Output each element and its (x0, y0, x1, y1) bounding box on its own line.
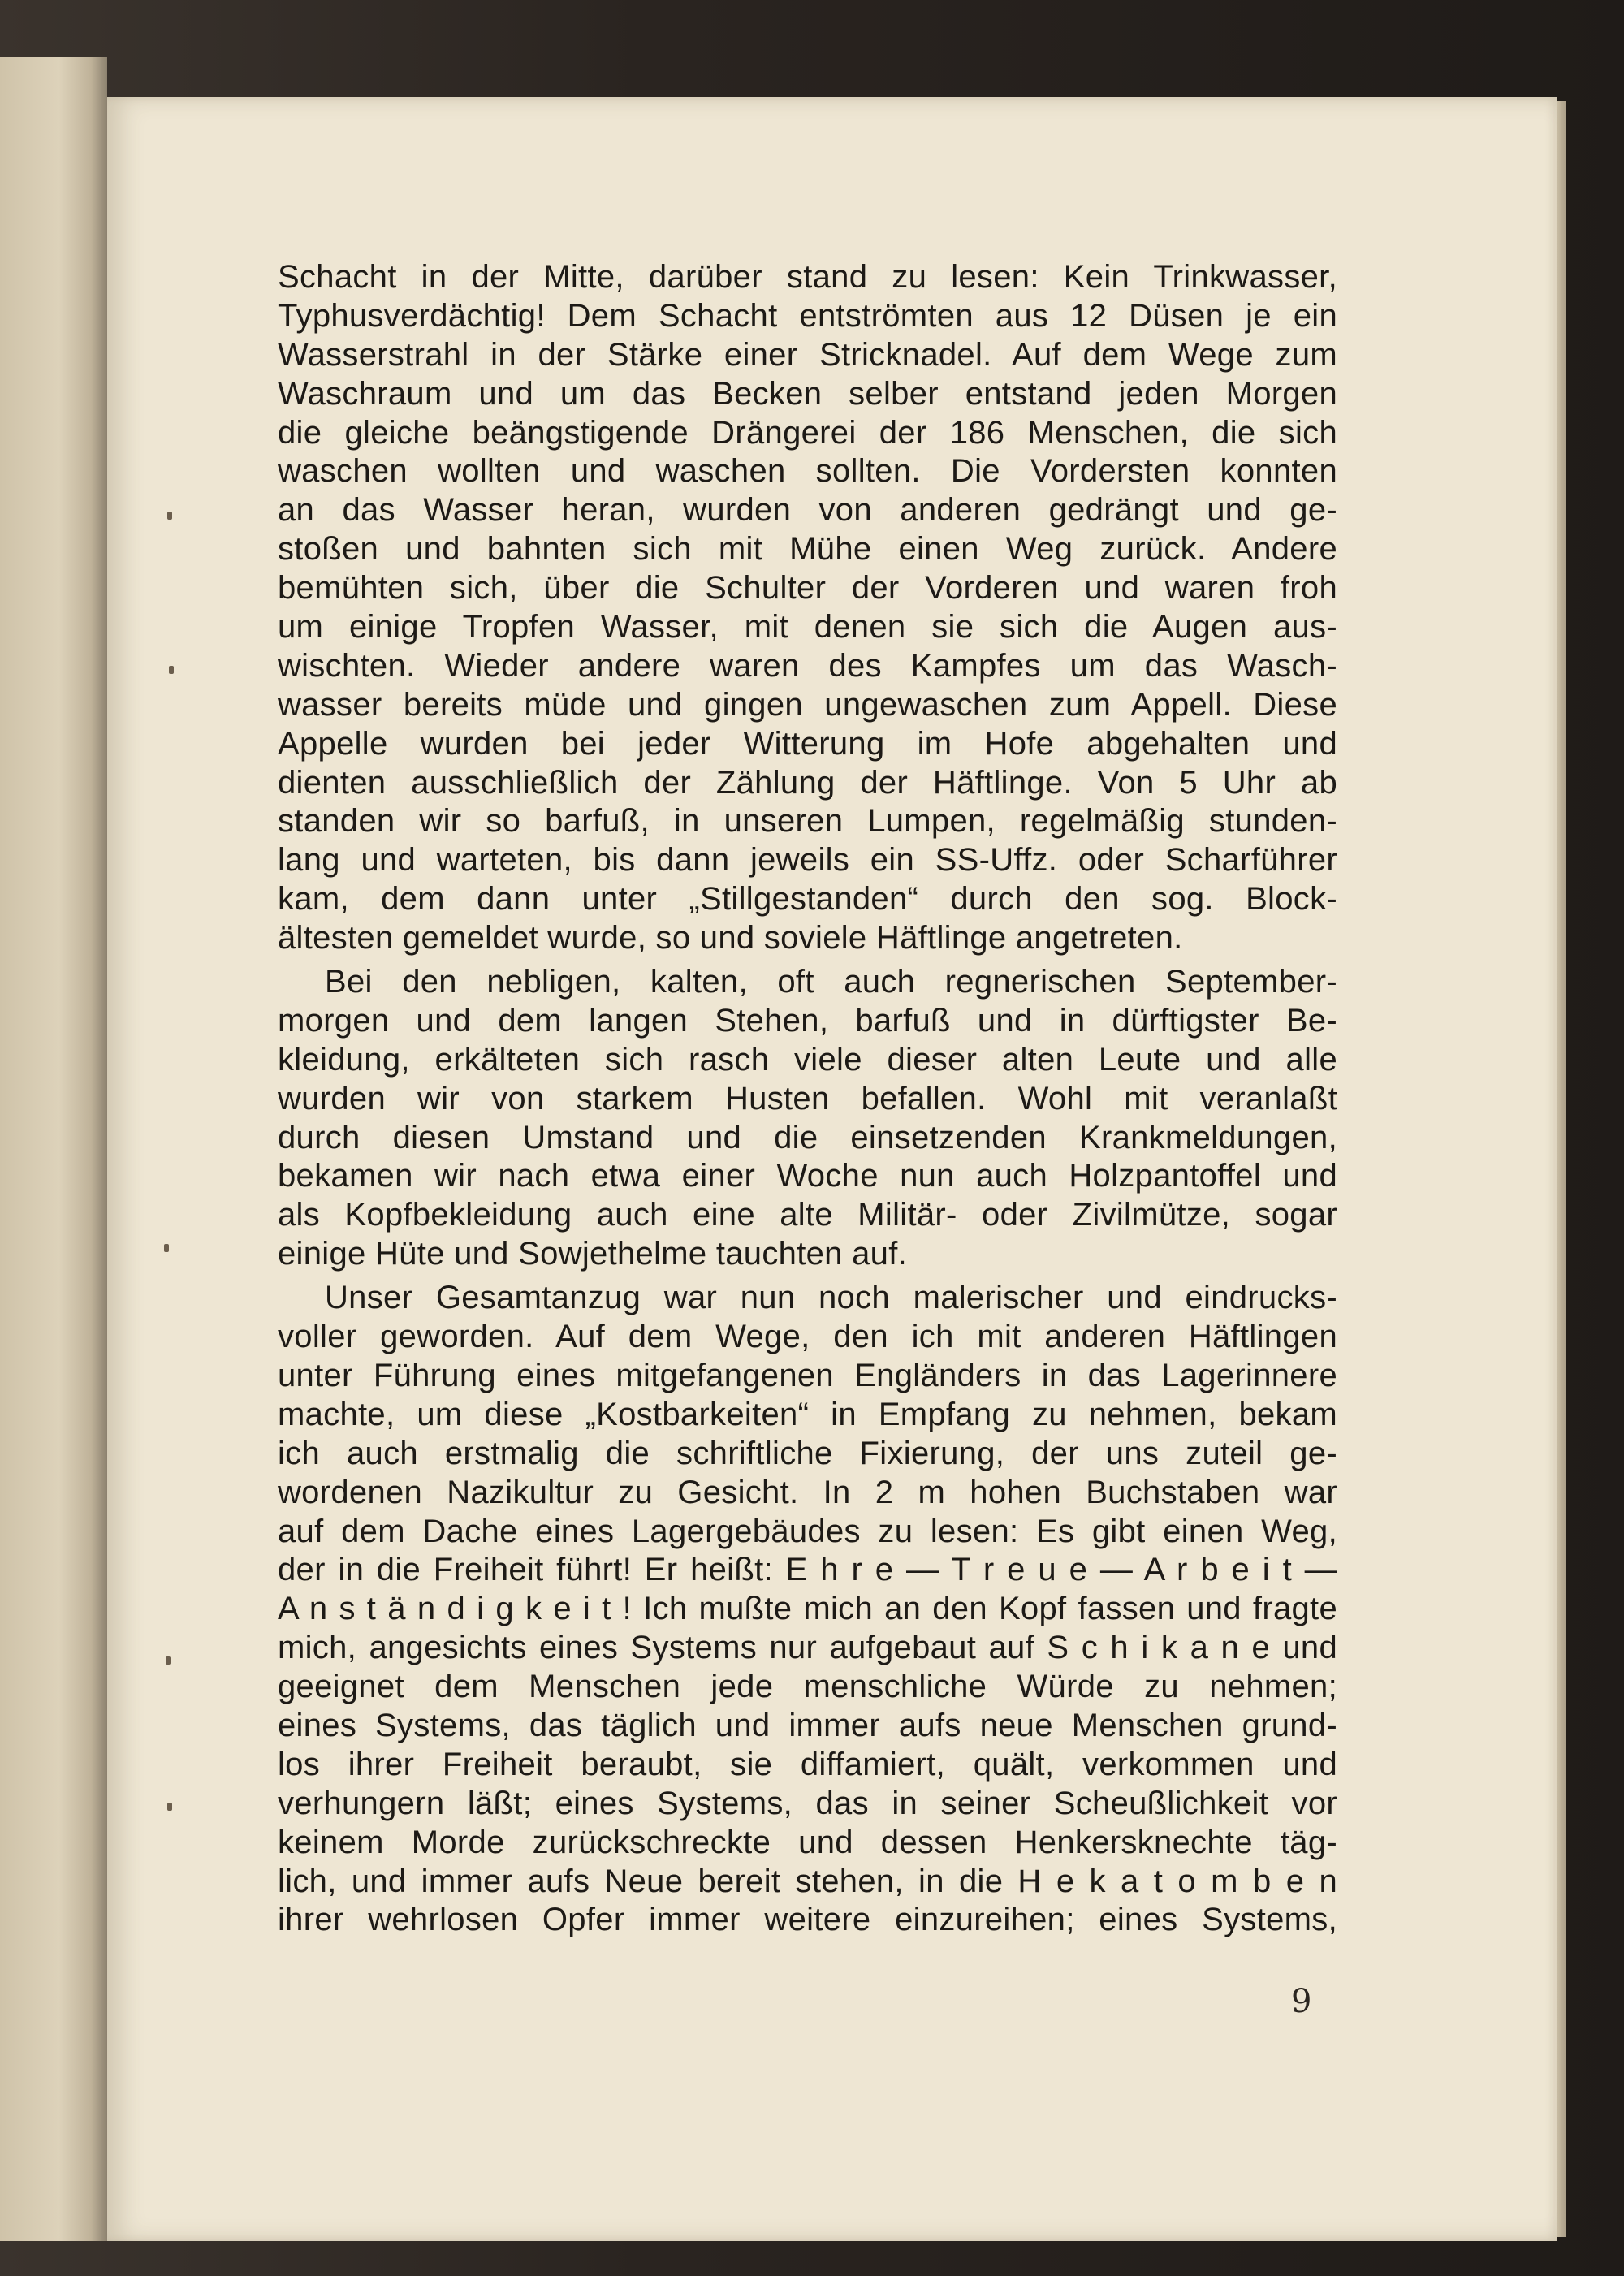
text-line: bemühten sich, über die Schulter der Vorderen und waren froh (278, 570, 1337, 607)
text-line: Unser Gesamtanzug war nun noch malerischer und eindrucks- (325, 1280, 1337, 1316)
text-line: geeignet dem Menschen jede menschliche Würde zu nehmen; (278, 1669, 1337, 1705)
text-line: wasser bereits müde und gingen ungewaschen zum Appell. Diese (278, 686, 1337, 723)
print-speck (169, 666, 174, 674)
text-line: als Kopfbekleidung auch eine alte Militär- oder Zivilmütze, sogar (278, 1197, 1337, 1233)
text-line: lang und warteten, bis dann jeweils ein SS-Uffz. oder Scharführer (278, 842, 1337, 879)
text-line: unter Führung eines mitgefangenen Engländers in das Lagerinnere (278, 1357, 1337, 1393)
text-line: bekamen wir nach etwa einer Woche nun auch Holzpantoffel und (278, 1158, 1337, 1194)
text-line: keinem Morde zurückschreckte und dessen Henkersknechte täg- (278, 1824, 1337, 1860)
page-number: 9 (1291, 1983, 1312, 2020)
text-line: ihrer wehrlosen Opfer immer weitere einzureihen; eines Systems, (278, 1902, 1337, 1938)
print-speck (164, 1244, 169, 1252)
text-line: Bei den nebligen, kalten, oft auch regnerischen September- (325, 964, 1337, 1000)
text-line: standen wir so barfuß, in unseren Lumpen, regelmäßig stunden- (278, 803, 1337, 840)
text-line: A n s t ä n d i g k e i t ! Ich mußte mich an den Kopf fassen und fragte (278, 1591, 1337, 1627)
text-line: ich auch erstmalig die schriftliche Fixierung, der uns zuteil ge- (278, 1435, 1337, 1471)
print-speck (166, 1656, 171, 1665)
text-line: mich, angesichts eines Systems nur aufgebaut auf S c h i k a n e und (278, 1630, 1337, 1666)
text-line: der in die Freiheit führt! Er heißt: E h r e — T r e u e — A r b e i t — (278, 1552, 1337, 1588)
text-line: Typhusverdächtig! Dem Schacht entströmten aus 12 Düsen je ein (278, 297, 1337, 334)
text-line: Waschraum und um das Becken selber entstand jeden Morgen (278, 375, 1337, 412)
text-line: an das Wasser heran, wurden von anderen gedrängt und ge- (278, 492, 1337, 529)
text-line: machte, um diese „Kostbarkeiten“ in Empfang zu nehmen, bekam (278, 1396, 1337, 1432)
text-line: Wasserstrahl in der Stärke einer Stricknadel. Auf dem Wege zum (278, 336, 1337, 373)
text-line: waschen wollten und waschen sollten. Die Vordersten konnten (278, 453, 1337, 490)
text-line: verhungern läßt; eines Systems, das in seiner Scheußlichkeit vor (278, 1785, 1337, 1821)
text-line: Appelle wurden bei jeder Witterung im Hofe abgehalten und (278, 725, 1337, 762)
text-line: ältesten gemeldet wurde, so und soviele Häftlinge angetreten. (278, 920, 1183, 957)
text-line: kam, dem dann unter „Stillgestanden“ durch den sog. Block- (278, 881, 1337, 918)
body-text (278, 258, 1337, 1940)
print-speck (167, 1803, 172, 1811)
text-line: eines Systems, das täglich und immer aufs neue Menschen grund- (278, 1707, 1337, 1743)
text-line: voller geworden. Auf dem Wege, den ich mit anderen Häftlingen (278, 1319, 1337, 1355)
text-line: die gleiche beängstigende Drängerei der 186 Menschen, die sich (278, 414, 1337, 451)
text-line: wischten. Wieder andere waren des Kampfes um das Wasch- (278, 647, 1337, 684)
text-line: durch diesen Umstand und die einsetzenden Krankmeldungen, (278, 1119, 1337, 1155)
page-stack-edge (1557, 101, 1566, 2237)
print-speck (167, 512, 172, 520)
text-line: um einige Tropfen Wasser, mit denen sie sich die Augen aus- (278, 609, 1337, 646)
text-line: einige Hüte und Sowjethelme tauchten auf. (278, 1236, 908, 1272)
text-line: wurden wir von starkem Husten befallen. Wohl mit veranlaßt (278, 1080, 1337, 1116)
text-line: los ihrer Freiheit beraubt, sie diffamiert, quält, verkommen und (278, 1746, 1337, 1782)
text-line: stoßen und bahnten sich mit Mühe einen Weg zurück. Andere (278, 531, 1337, 568)
text-line: morgen und dem langen Stehen, barfuß und in dürftigster Be- (278, 1002, 1337, 1039)
text-line: wordenen Nazikultur zu Gesicht. In 2 m hohen Buchstaben war (278, 1474, 1337, 1510)
facing-page-edge (0, 57, 107, 2241)
text-line: auf dem Dache eines Lagergebäudes zu lesen: Es gibt einen Weg, (278, 1513, 1337, 1549)
text-line: dienten ausschließlich der Zählung der Häftlinge. Von 5 Uhr ab (278, 764, 1337, 801)
text-line: Schacht in der Mitte, darüber stand zu lesen: Kein Trinkwasser, (278, 259, 1337, 295)
text-line: lich, und immer aufs Neue bereit stehen, in die H e k a t o m b e n (278, 1863, 1337, 1899)
text-line: kleidung, erkälteten sich rasch viele dieser alten Leute und alle (278, 1041, 1337, 1078)
